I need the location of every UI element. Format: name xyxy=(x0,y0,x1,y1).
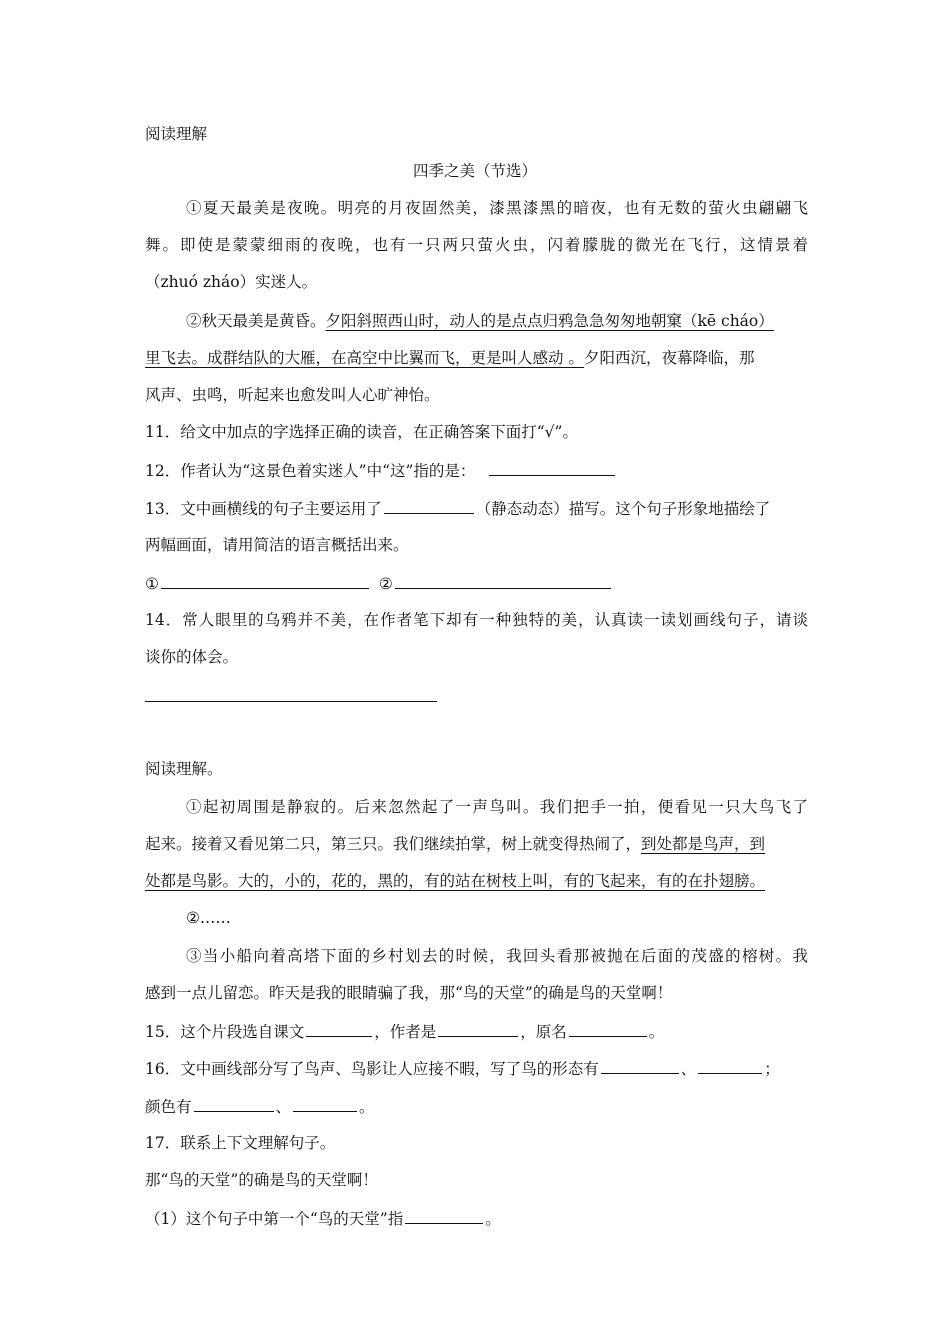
answer-blank-12[interactable] xyxy=(489,460,615,476)
question-12-text: 12．作者认为“这景色着实迷人”中“这”指的是： xyxy=(145,462,476,480)
s1-p1-line1: ①夏天最美是夜晚。明亮的月夜固然美，漆黑漆黑的暗夜，也有无数的萤火虫翩翩飞 xyxy=(186,199,808,217)
question-14-line1: 14．常人眼里的乌鸦并不美，在作者笔下却有一种独特的美，认真读一读划画线句子，请谈 xyxy=(145,611,808,629)
s1-p2-line2-plain: 夕阳西沉，夜幕降临，那 xyxy=(583,349,755,367)
s2-p3-line2: 感到一点儿留恋。昨天是我的眼睛骗了我，那“鸟的天堂”的确是鸟的天堂啊！ xyxy=(145,984,673,1002)
question-13-line1 xyxy=(145,498,770,519)
question-15-part4: 。 xyxy=(648,1023,665,1041)
s2-p3-line1: ③当小船向着高塔下面的乡村划去的时候，我回头看那被抛在后面的茂盛的榕树。我 xyxy=(186,947,808,965)
s1-p2-line1-plain: ②秋天最美是黄昏。 xyxy=(186,312,326,330)
answer-blank-16-1[interactable] xyxy=(601,1058,679,1074)
question-13-part1: 13．文中画横线的句子主要运用了 xyxy=(145,500,382,518)
s2-p1-line2 xyxy=(145,834,765,854)
s1-p1-line3: （zhuó zháo）实迷人。 xyxy=(145,273,318,291)
question-17-sub1-text: （1）这个句子中第一个“鸟的天堂”指 xyxy=(145,1210,404,1228)
section2-heading: 阅读理解。 xyxy=(145,760,223,778)
question-15-part3: ，原名 xyxy=(520,1023,567,1041)
question-15-part2: ，作者是 xyxy=(374,1023,437,1041)
s2-p1-line1: ①起初周围是静寂的。后来忽然起了一声鸟叫。我们把手一拍，便看见一只大鸟飞了 xyxy=(186,798,808,816)
question-13-answers xyxy=(145,573,613,594)
question-16-line2-part1: 颜色有 xyxy=(145,1098,192,1116)
s1-p2-line3: 风声、虫鸣，听起来也愈发叫人心旷神怡。 xyxy=(145,386,440,404)
s2-p1-line3-underlined: 处都是鸟影。大的，小的，花的，黑的，有的站在树枝上叫，有的飞起来，有的在扑翅膀。 xyxy=(145,872,766,890)
answer-blank-15-2[interactable] xyxy=(438,1021,518,1037)
s2-p1-line3 xyxy=(145,871,765,891)
answer-mark-1: ① xyxy=(145,575,159,593)
question-13-part2: （静态动态）描写。这个句子形象地描绘了 xyxy=(475,500,771,518)
s2-p1-line2-plain: 起来。接着又看见第二只，第三只。我们继续拍掌，树上就变得热闹了， xyxy=(145,835,642,853)
answer-blank-16-3[interactable] xyxy=(194,1096,274,1112)
s1-p2-line1 xyxy=(186,311,774,331)
question-17-sub1-end: 。 xyxy=(485,1210,501,1228)
answer-blank-16-4[interactable] xyxy=(293,1096,357,1112)
s2-p2: ②…… xyxy=(186,909,231,927)
answer-blank-13-1[interactable] xyxy=(161,573,369,589)
question-16-line2-sep: 、 xyxy=(275,1098,292,1116)
s2-p1-line2-underlined: 到处都是鸟声，到 xyxy=(641,835,766,853)
question-16-part1: 16．文中画线部分写了鸟声、鸟影让人应接不暇，写了鸟的形态有 xyxy=(145,1060,599,1078)
section1-heading: 阅读理解 xyxy=(145,125,208,143)
question-17-sub1 xyxy=(145,1208,501,1229)
answer-blank-16-2[interactable] xyxy=(698,1058,762,1074)
question-11: 11．给文中加点的字选择正确的读音，在正确答案下面打“√”。 xyxy=(145,423,578,441)
question-17-line1: 17．联系上下文理解句子。 xyxy=(145,1134,336,1152)
question-16-sep: 、 xyxy=(680,1060,697,1078)
answer-blank-15-3[interactable] xyxy=(569,1021,647,1037)
question-16-line2-end: 。 xyxy=(359,1098,375,1116)
question-16-end: ； xyxy=(764,1060,780,1078)
s1-p2-line2 xyxy=(145,348,754,368)
question-17-line2: 那“鸟的天堂”的确是鸟的天堂啊！ xyxy=(145,1171,378,1189)
question-14-line2: 谈你的体会。 xyxy=(145,648,239,666)
answer-blank-13-2[interactable] xyxy=(395,573,611,589)
answer-blank-15-1[interactable] xyxy=(306,1021,372,1037)
s1-p2-line1-underlined: 夕阳斜照西山时，动人的是点点归鸦急急匆匆地朝窠（kē cháo） xyxy=(325,312,774,330)
question-12 xyxy=(145,460,617,481)
answer-blank-17-1[interactable] xyxy=(405,1208,483,1224)
question-16-line1 xyxy=(145,1058,780,1079)
question-16-line2 xyxy=(145,1096,375,1117)
answer-line-14[interactable] xyxy=(145,701,437,702)
question-15-part1: 15．这个片段选自课文 xyxy=(145,1023,305,1041)
answer-blank-13[interactable] xyxy=(384,498,474,514)
passage-title: 四季之美（节选） xyxy=(412,162,537,180)
question-13-line2: 两幅画面，请用简洁的语言概括出来。 xyxy=(145,536,409,554)
s1-p2-line2-underlined: 里飞去。成群结队的大雁，在高空中比翼而飞，更是叫人感动 。 xyxy=(145,349,584,367)
question-15 xyxy=(145,1021,664,1042)
s1-p1-line2: 舞。即使是蒙蒙细雨的夜晚，也有一只两只萤火虫，闪着朦胧的微光在飞行，这情景着 xyxy=(145,236,808,254)
answer-mark-2: ② xyxy=(378,575,393,593)
